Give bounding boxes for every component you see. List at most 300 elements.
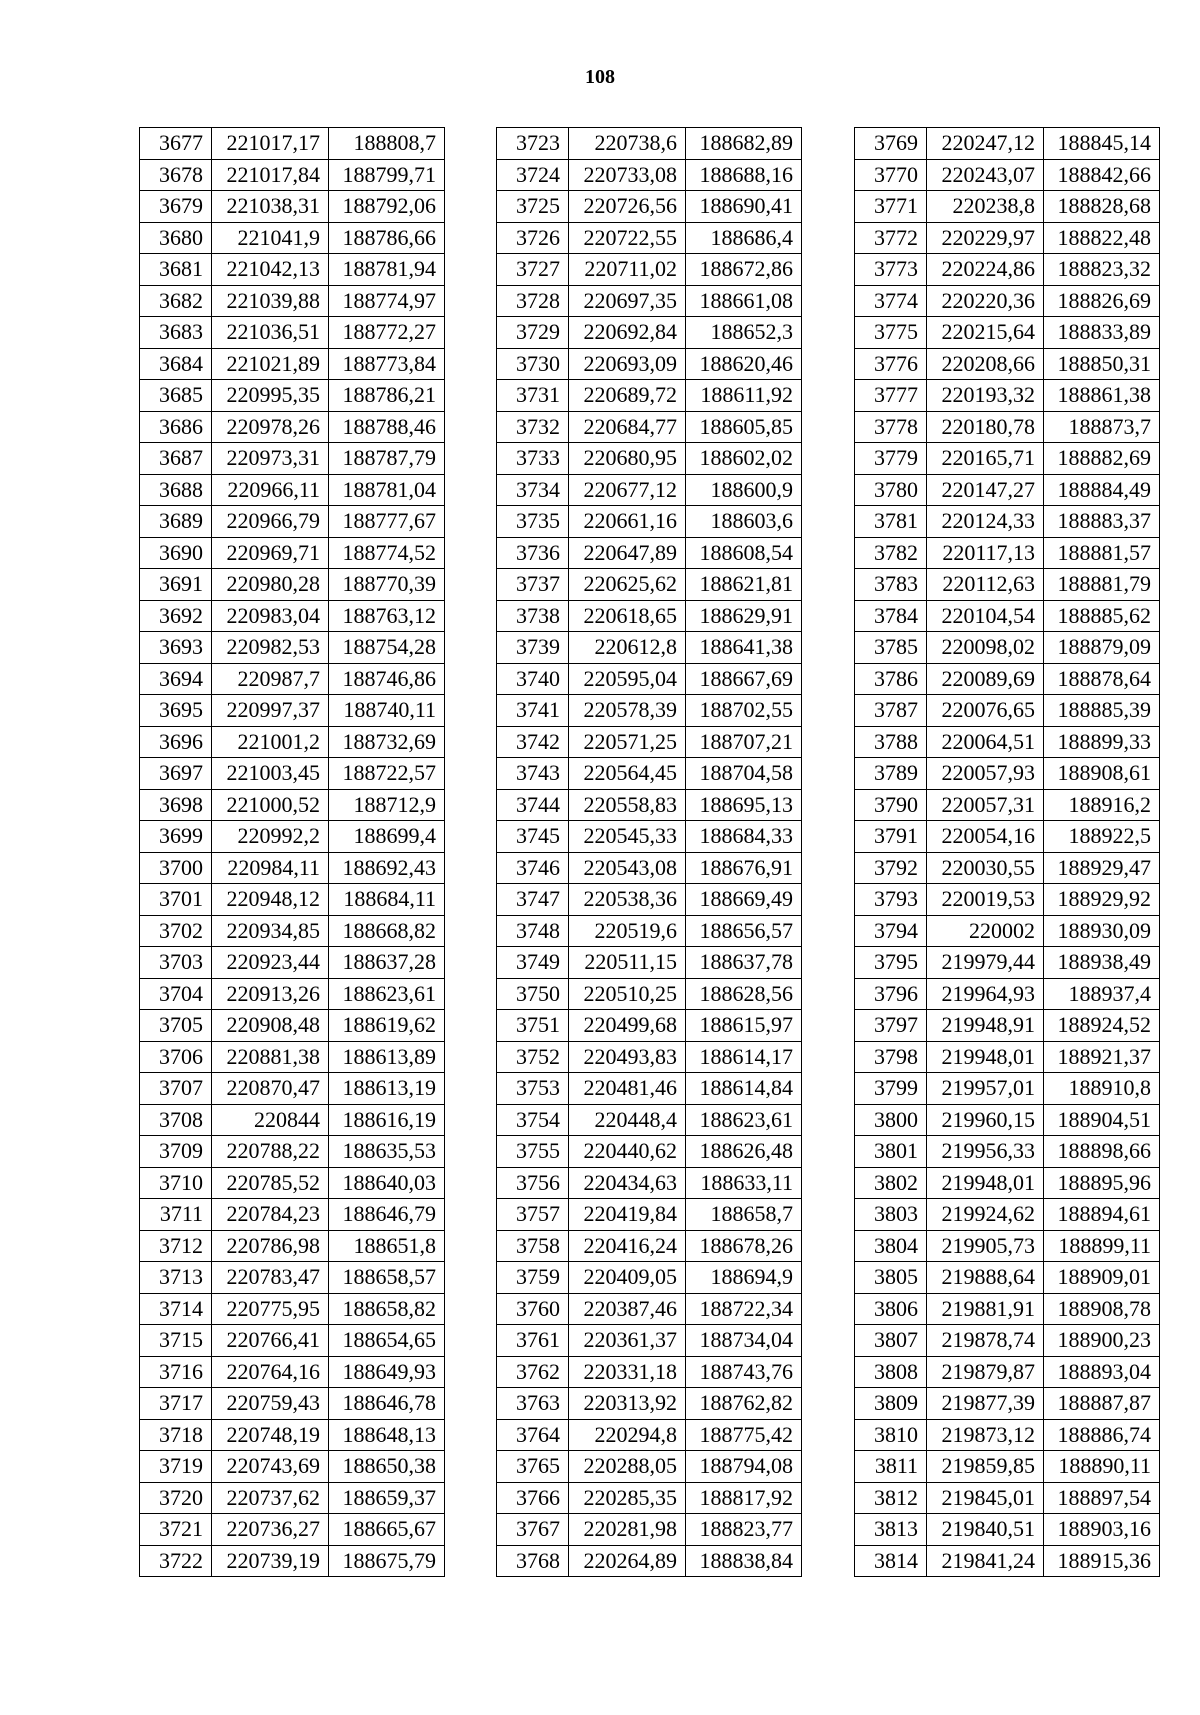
table-row <box>140 1451 445 1483</box>
point-number-cell: 3719 <box>140 1451 212 1483</box>
point-number-cell: 3717 <box>140 1388 212 1420</box>
y-coordinate-cell: 188658,82 <box>329 1293 445 1325</box>
x-coordinate-cell: 220538,36 <box>569 884 686 916</box>
point-number-cell: 3739 <box>497 632 569 664</box>
x-coordinate-cell: 220969,71 <box>212 537 329 569</box>
table-row <box>855 632 1160 664</box>
point-number-cell: 3751 <box>497 1010 569 1042</box>
y-coordinate-cell: 188786,66 <box>329 222 445 254</box>
y-coordinate-cell: 188620,46 <box>686 348 802 380</box>
y-coordinate-cell: 188781,94 <box>329 254 445 286</box>
x-coordinate-cell: 220987,7 <box>212 663 329 695</box>
y-coordinate-cell: 188808,7 <box>329 128 445 160</box>
y-coordinate-cell: 188799,71 <box>329 159 445 191</box>
y-coordinate-cell: 188614,17 <box>686 1041 802 1073</box>
y-coordinate-cell: 188743,76 <box>686 1356 802 1388</box>
y-coordinate-cell: 188930,09 <box>1044 915 1160 947</box>
y-coordinate-cell: 188904,51 <box>1044 1104 1160 1136</box>
x-coordinate-cell: 220288,05 <box>569 1451 686 1483</box>
table-row <box>497 1293 802 1325</box>
y-coordinate-cell: 188794,08 <box>686 1451 802 1483</box>
x-coordinate-cell: 220519,6 <box>569 915 686 947</box>
table-row <box>140 1388 445 1420</box>
table-row <box>497 632 802 664</box>
y-coordinate-cell: 188658,7 <box>686 1199 802 1231</box>
point-number-cell: 3781 <box>855 506 927 538</box>
point-number-cell: 3730 <box>497 348 569 380</box>
x-coordinate-cell: 220057,93 <box>927 758 1044 790</box>
table-row <box>497 1073 802 1105</box>
point-number-cell: 3696 <box>140 726 212 758</box>
y-coordinate-cell: 188669,49 <box>686 884 802 916</box>
point-number-cell: 3798 <box>855 1041 927 1073</box>
table-row <box>497 474 802 506</box>
x-coordinate-cell: 220992,2 <box>212 821 329 853</box>
y-coordinate-cell: 188619,62 <box>329 1010 445 1042</box>
table-row <box>497 537 802 569</box>
table-row <box>855 1073 1160 1105</box>
table-row <box>140 852 445 884</box>
x-coordinate-cell: 220493,83 <box>569 1041 686 1073</box>
point-number-cell: 3720 <box>140 1482 212 1514</box>
x-coordinate-cell: 220054,16 <box>927 821 1044 853</box>
table-row <box>855 947 1160 979</box>
table-row <box>855 600 1160 632</box>
point-number-cell: 3710 <box>140 1167 212 1199</box>
y-coordinate-cell: 188613,19 <box>329 1073 445 1105</box>
point-number-cell: 3813 <box>855 1514 927 1546</box>
y-coordinate-cell: 188770,39 <box>329 569 445 601</box>
y-coordinate-cell: 188774,97 <box>329 285 445 317</box>
y-coordinate-cell: 188786,21 <box>329 380 445 412</box>
y-coordinate-cell: 188887,87 <box>1044 1388 1160 1420</box>
x-coordinate-cell: 219845,01 <box>927 1482 1044 1514</box>
x-coordinate-cell: 220361,37 <box>569 1325 686 1357</box>
y-coordinate-cell: 188722,34 <box>686 1293 802 1325</box>
table-row <box>140 821 445 853</box>
point-number-cell: 3692 <box>140 600 212 632</box>
table-row <box>855 1010 1160 1042</box>
x-coordinate-cell: 220057,31 <box>927 789 1044 821</box>
x-coordinate-cell: 220543,08 <box>569 852 686 884</box>
table-row <box>855 1136 1160 1168</box>
table-row <box>855 1293 1160 1325</box>
table-row <box>497 821 802 853</box>
table-row <box>497 1136 802 1168</box>
y-coordinate-cell: 188898,66 <box>1044 1136 1160 1168</box>
y-coordinate-cell: 188686,4 <box>686 222 802 254</box>
y-coordinate-cell: 188712,9 <box>329 789 445 821</box>
x-coordinate-cell: 220264,89 <box>569 1545 686 1577</box>
table-row <box>140 222 445 254</box>
table-row <box>497 1199 802 1231</box>
y-coordinate-cell: 188754,28 <box>329 632 445 664</box>
x-coordinate-cell: 219859,85 <box>927 1451 1044 1483</box>
x-coordinate-cell: 221000,52 <box>212 789 329 821</box>
table-row <box>497 726 802 758</box>
table-row <box>497 411 802 443</box>
x-coordinate-cell: 219948,01 <box>927 1041 1044 1073</box>
x-coordinate-cell: 220647,89 <box>569 537 686 569</box>
table-row <box>140 380 445 412</box>
y-coordinate-cell: 188929,92 <box>1044 884 1160 916</box>
x-coordinate-cell: 220224,86 <box>927 254 1044 286</box>
point-number-cell: 3742 <box>497 726 569 758</box>
table-row <box>140 695 445 727</box>
y-coordinate-cell: 188817,92 <box>686 1482 802 1514</box>
point-number-cell: 3777 <box>855 380 927 412</box>
point-number-cell: 3677 <box>140 128 212 160</box>
x-coordinate-cell: 220124,33 <box>927 506 1044 538</box>
point-number-cell: 3701 <box>140 884 212 916</box>
y-coordinate-cell: 188734,04 <box>686 1325 802 1357</box>
x-coordinate-cell: 220786,98 <box>212 1230 329 1262</box>
y-coordinate-cell: 188879,09 <box>1044 632 1160 664</box>
table-row <box>140 1041 445 1073</box>
x-coordinate-cell: 220481,46 <box>569 1073 686 1105</box>
table-row <box>855 159 1160 191</box>
table-row <box>497 159 802 191</box>
point-number-cell: 3804 <box>855 1230 927 1262</box>
point-number-cell: 3731 <box>497 380 569 412</box>
y-coordinate-cell: 188615,97 <box>686 1010 802 1042</box>
x-coordinate-cell: 220064,51 <box>927 726 1044 758</box>
point-number-cell: 3770 <box>855 159 927 191</box>
x-coordinate-cell: 220693,09 <box>569 348 686 380</box>
table-row <box>497 317 802 349</box>
x-coordinate-cell: 220759,43 <box>212 1388 329 1420</box>
y-coordinate-cell: 188633,11 <box>686 1167 802 1199</box>
y-coordinate-cell: 188938,49 <box>1044 947 1160 979</box>
x-coordinate-cell: 220973,31 <box>212 443 329 475</box>
table-row <box>497 789 802 821</box>
x-coordinate-cell: 220625,62 <box>569 569 686 601</box>
table-row <box>497 978 802 1010</box>
x-coordinate-cell: 219948,01 <box>927 1167 1044 1199</box>
y-coordinate-cell: 188884,49 <box>1044 474 1160 506</box>
x-coordinate-cell: 220215,64 <box>927 317 1044 349</box>
point-number-cell: 3708 <box>140 1104 212 1136</box>
table-row <box>140 1356 445 1388</box>
x-coordinate-cell: 219960,15 <box>927 1104 1044 1136</box>
x-coordinate-cell: 220545,33 <box>569 821 686 853</box>
y-coordinate-cell: 188908,78 <box>1044 1293 1160 1325</box>
point-number-cell: 3698 <box>140 789 212 821</box>
point-number-cell: 3732 <box>497 411 569 443</box>
y-coordinate-cell: 188922,5 <box>1044 821 1160 853</box>
point-number-cell: 3789 <box>855 758 927 790</box>
point-number-cell: 3694 <box>140 663 212 695</box>
y-coordinate-cell: 188702,55 <box>686 695 802 727</box>
y-coordinate-cell: 188772,27 <box>329 317 445 349</box>
table-row <box>855 915 1160 947</box>
x-coordinate-cell: 220743,69 <box>212 1451 329 1483</box>
point-number-cell: 3735 <box>497 506 569 538</box>
y-coordinate-cell: 188614,84 <box>686 1073 802 1105</box>
x-coordinate-cell: 220784,23 <box>212 1199 329 1231</box>
y-coordinate-cell: 188684,33 <box>686 821 802 853</box>
point-number-cell: 3807 <box>855 1325 927 1357</box>
table-row <box>855 474 1160 506</box>
y-coordinate-cell: 188652,3 <box>686 317 802 349</box>
point-number-cell: 3756 <box>497 1167 569 1199</box>
y-coordinate-cell: 188890,11 <box>1044 1451 1160 1483</box>
table-row <box>497 1104 802 1136</box>
x-coordinate-cell: 220229,97 <box>927 222 1044 254</box>
x-coordinate-cell: 220387,46 <box>569 1293 686 1325</box>
point-number-cell: 3774 <box>855 285 927 317</box>
y-coordinate-cell: 188740,11 <box>329 695 445 727</box>
y-coordinate-cell: 188873,7 <box>1044 411 1160 443</box>
y-coordinate-cell: 188893,04 <box>1044 1356 1160 1388</box>
x-coordinate-cell: 220564,45 <box>569 758 686 790</box>
x-coordinate-cell: 219888,64 <box>927 1262 1044 1294</box>
point-number-cell: 3775 <box>855 317 927 349</box>
x-coordinate-cell: 220677,12 <box>569 474 686 506</box>
table-row <box>497 1545 802 1577</box>
point-number-cell: 3695 <box>140 695 212 727</box>
y-coordinate-cell: 188937,4 <box>1044 978 1160 1010</box>
x-coordinate-cell: 220870,47 <box>212 1073 329 1105</box>
x-coordinate-cell: 220331,18 <box>569 1356 686 1388</box>
point-number-cell: 3805 <box>855 1262 927 1294</box>
table-row <box>497 222 802 254</box>
y-coordinate-cell: 188921,37 <box>1044 1041 1160 1073</box>
y-coordinate-cell: 188682,89 <box>686 128 802 160</box>
table-row <box>855 1514 1160 1546</box>
point-number-cell: 3753 <box>497 1073 569 1105</box>
y-coordinate-cell: 188861,38 <box>1044 380 1160 412</box>
x-coordinate-cell: 219979,44 <box>927 947 1044 979</box>
point-number-cell: 3758 <box>497 1230 569 1262</box>
table-row <box>497 1356 802 1388</box>
x-coordinate-cell: 220434,63 <box>569 1167 686 1199</box>
x-coordinate-cell: 220409,05 <box>569 1262 686 1294</box>
point-number-cell: 3811 <box>855 1451 927 1483</box>
x-coordinate-cell: 219841,24 <box>927 1545 1044 1577</box>
table-row <box>140 915 445 947</box>
table-row <box>497 1167 802 1199</box>
point-number-cell: 3762 <box>497 1356 569 1388</box>
table-row <box>140 128 445 160</box>
y-coordinate-cell: 188908,61 <box>1044 758 1160 790</box>
point-number-cell: 3715 <box>140 1325 212 1357</box>
table-row <box>855 1419 1160 1451</box>
table-row <box>497 380 802 412</box>
table-row <box>855 506 1160 538</box>
point-number-cell: 3754 <box>497 1104 569 1136</box>
table-row <box>140 159 445 191</box>
x-coordinate-cell: 220030,55 <box>927 852 1044 884</box>
y-coordinate-cell: 188650,38 <box>329 1451 445 1483</box>
table-row <box>855 348 1160 380</box>
y-coordinate-cell: 188603,6 <box>686 506 802 538</box>
table-row <box>855 1545 1160 1577</box>
y-coordinate-cell: 188605,85 <box>686 411 802 443</box>
x-coordinate-cell: 220726,56 <box>569 191 686 223</box>
point-number-cell: 3746 <box>497 852 569 884</box>
point-number-cell: 3704 <box>140 978 212 1010</box>
table-row <box>140 632 445 664</box>
point-number-cell: 3716 <box>140 1356 212 1388</box>
table-row <box>497 128 802 160</box>
table-row <box>140 1073 445 1105</box>
y-coordinate-cell: 188773,84 <box>329 348 445 380</box>
x-coordinate-cell: 220117,13 <box>927 537 1044 569</box>
point-number-cell: 3799 <box>855 1073 927 1105</box>
table-row <box>855 191 1160 223</box>
point-number-cell: 3752 <box>497 1041 569 1073</box>
point-number-cell: 3681 <box>140 254 212 286</box>
x-coordinate-cell: 220220,36 <box>927 285 1044 317</box>
table-row <box>497 191 802 223</box>
point-number-cell: 3797 <box>855 1010 927 1042</box>
table-row <box>855 821 1160 853</box>
point-number-cell: 3809 <box>855 1388 927 1420</box>
y-coordinate-cell: 188613,89 <box>329 1041 445 1073</box>
point-number-cell: 3814 <box>855 1545 927 1577</box>
y-coordinate-cell: 188621,81 <box>686 569 802 601</box>
table-row <box>497 285 802 317</box>
table-row <box>855 128 1160 160</box>
y-coordinate-cell: 188900,23 <box>1044 1325 1160 1357</box>
table-row <box>497 1010 802 1042</box>
point-number-cell: 3702 <box>140 915 212 947</box>
y-coordinate-cell: 188722,57 <box>329 758 445 790</box>
table-row <box>140 317 445 349</box>
y-coordinate-cell: 188646,78 <box>329 1388 445 1420</box>
y-coordinate-cell: 188692,43 <box>329 852 445 884</box>
point-number-cell: 3755 <box>497 1136 569 1168</box>
point-number-cell: 3766 <box>497 1482 569 1514</box>
point-number-cell: 3678 <box>140 159 212 191</box>
x-coordinate-cell: 220440,62 <box>569 1136 686 1168</box>
table-row <box>497 852 802 884</box>
point-number-cell: 3689 <box>140 506 212 538</box>
point-number-cell: 3712 <box>140 1230 212 1262</box>
point-number-cell: 3705 <box>140 1010 212 1042</box>
point-number-cell: 3709 <box>140 1136 212 1168</box>
point-number-cell: 3800 <box>855 1104 927 1136</box>
point-number-cell: 3684 <box>140 348 212 380</box>
y-coordinate-cell: 188845,14 <box>1044 128 1160 160</box>
point-number-cell: 3747 <box>497 884 569 916</box>
point-number-cell: 3683 <box>140 317 212 349</box>
point-number-cell: 3738 <box>497 600 569 632</box>
table-row <box>855 726 1160 758</box>
x-coordinate-cell: 220294,8 <box>569 1419 686 1451</box>
x-coordinate-cell: 220002 <box>927 915 1044 947</box>
table-row <box>855 789 1160 821</box>
y-coordinate-cell: 188628,56 <box>686 978 802 1010</box>
point-number-cell: 3760 <box>497 1293 569 1325</box>
x-coordinate-cell: 219924,62 <box>927 1199 1044 1231</box>
y-coordinate-cell: 188910,8 <box>1044 1073 1160 1105</box>
x-coordinate-cell: 219873,12 <box>927 1419 1044 1451</box>
point-number-cell: 3763 <box>497 1388 569 1420</box>
point-number-cell: 3679 <box>140 191 212 223</box>
point-number-cell: 3700 <box>140 852 212 884</box>
y-coordinate-cell: 188637,28 <box>329 947 445 979</box>
y-coordinate-cell: 188774,52 <box>329 537 445 569</box>
table-row <box>497 1482 802 1514</box>
x-coordinate-cell: 219840,51 <box>927 1514 1044 1546</box>
point-number-cell: 3734 <box>497 474 569 506</box>
x-coordinate-cell: 220313,92 <box>569 1388 686 1420</box>
table-row <box>140 1325 445 1357</box>
x-coordinate-cell: 219881,91 <box>927 1293 1044 1325</box>
table-row <box>855 1230 1160 1262</box>
y-coordinate-cell: 188828,68 <box>1044 191 1160 223</box>
x-coordinate-cell: 220076,65 <box>927 695 1044 727</box>
table-row <box>497 600 802 632</box>
y-coordinate-cell: 188661,08 <box>686 285 802 317</box>
table-row <box>855 1199 1160 1231</box>
y-coordinate-cell: 188629,91 <box>686 600 802 632</box>
table-row <box>497 1388 802 1420</box>
table-row <box>497 695 802 727</box>
point-number-cell: 3722 <box>140 1545 212 1577</box>
point-number-cell: 3711 <box>140 1199 212 1231</box>
y-coordinate-cell: 188781,04 <box>329 474 445 506</box>
x-coordinate-cell: 220775,95 <box>212 1293 329 1325</box>
y-coordinate-cell: 188699,4 <box>329 821 445 853</box>
table-row <box>140 443 445 475</box>
table-row <box>497 1451 802 1483</box>
point-number-cell: 3788 <box>855 726 927 758</box>
y-coordinate-cell: 188675,79 <box>329 1545 445 1577</box>
point-number-cell: 3727 <box>497 254 569 286</box>
table-row <box>855 663 1160 695</box>
x-coordinate-cell: 220680,95 <box>569 443 686 475</box>
point-number-cell: 3786 <box>855 663 927 695</box>
x-coordinate-cell: 220948,12 <box>212 884 329 916</box>
table-row <box>855 222 1160 254</box>
x-coordinate-cell: 220112,63 <box>927 569 1044 601</box>
table-row <box>140 1104 445 1136</box>
x-coordinate-cell: 219905,73 <box>927 1230 1044 1262</box>
x-coordinate-cell: 220510,25 <box>569 978 686 1010</box>
page-number: 108 <box>585 66 615 88</box>
point-number-cell: 3749 <box>497 947 569 979</box>
x-coordinate-cell: 220788,22 <box>212 1136 329 1168</box>
table-row <box>855 317 1160 349</box>
x-coordinate-cell: 219877,39 <box>927 1388 1044 1420</box>
y-coordinate-cell: 188775,42 <box>686 1419 802 1451</box>
y-coordinate-cell: 188704,58 <box>686 758 802 790</box>
x-coordinate-cell: 220019,53 <box>927 884 1044 916</box>
table-row <box>140 285 445 317</box>
x-coordinate-cell: 220766,41 <box>212 1325 329 1357</box>
x-coordinate-cell: 220511,15 <box>569 947 686 979</box>
table-row <box>140 978 445 1010</box>
x-coordinate-cell: 219964,93 <box>927 978 1044 1010</box>
x-coordinate-cell: 220661,16 <box>569 506 686 538</box>
point-number-cell: 3761 <box>497 1325 569 1357</box>
y-coordinate-cell: 188667,69 <box>686 663 802 695</box>
x-coordinate-cell: 220098,02 <box>927 632 1044 664</box>
x-coordinate-cell: 220764,16 <box>212 1356 329 1388</box>
x-coordinate-cell: 220984,11 <box>212 852 329 884</box>
x-coordinate-cell: 220180,78 <box>927 411 1044 443</box>
y-coordinate-cell: 188823,32 <box>1044 254 1160 286</box>
y-coordinate-cell: 188637,78 <box>686 947 802 979</box>
x-coordinate-cell: 220785,52 <box>212 1167 329 1199</box>
y-coordinate-cell: 188788,46 <box>329 411 445 443</box>
table-row <box>497 947 802 979</box>
y-coordinate-cell: 188651,8 <box>329 1230 445 1262</box>
y-coordinate-cell: 188916,2 <box>1044 789 1160 821</box>
